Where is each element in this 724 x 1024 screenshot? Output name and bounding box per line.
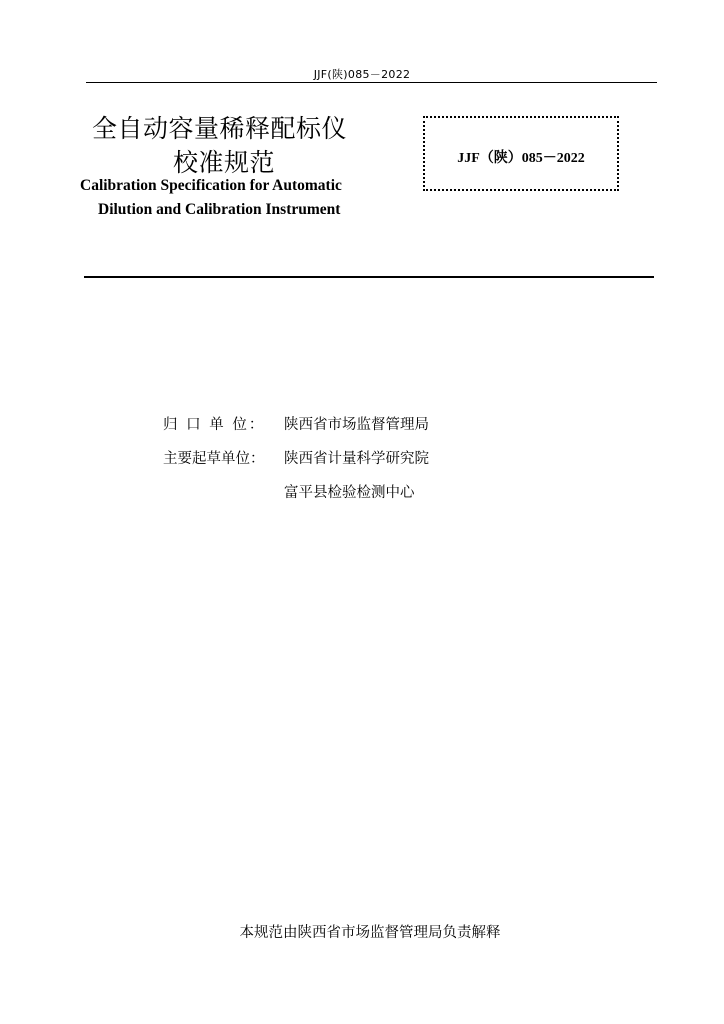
title-divider (84, 276, 654, 278)
standard-code-box-text: JJF（陕）085－2022 (457, 151, 585, 166)
drafting-unit-value-1: 陕西省计量科学研究院 (284, 451, 429, 467)
title-english-line-1: Calibration Specification for Automatic (80, 177, 342, 194)
header-divider (86, 82, 657, 83)
header-standard-code: JJF(陕)085－2022 (313, 68, 411, 81)
responsible-unit-value: 陕西省市场监督管理局 (284, 417, 429, 433)
drafting-unit-value-2: 富平县检验检测中心 (284, 485, 415, 501)
title-chinese-line-1: 全自动容量稀释配标仪 (92, 114, 348, 143)
title-chinese-line-2: 校准规范 (173, 148, 276, 177)
footer-interpretation-note: 本规范由陕西省市场监督管理局负责解释 (239, 925, 501, 941)
responsible-unit-label: 归 口 单 位： (163, 417, 266, 433)
title-english-line-2: Dilution and Calibration Instrument (98, 201, 341, 218)
standard-code-box (423, 116, 619, 191)
drafting-unit-label-text: 主要起草单位： (163, 451, 265, 467)
